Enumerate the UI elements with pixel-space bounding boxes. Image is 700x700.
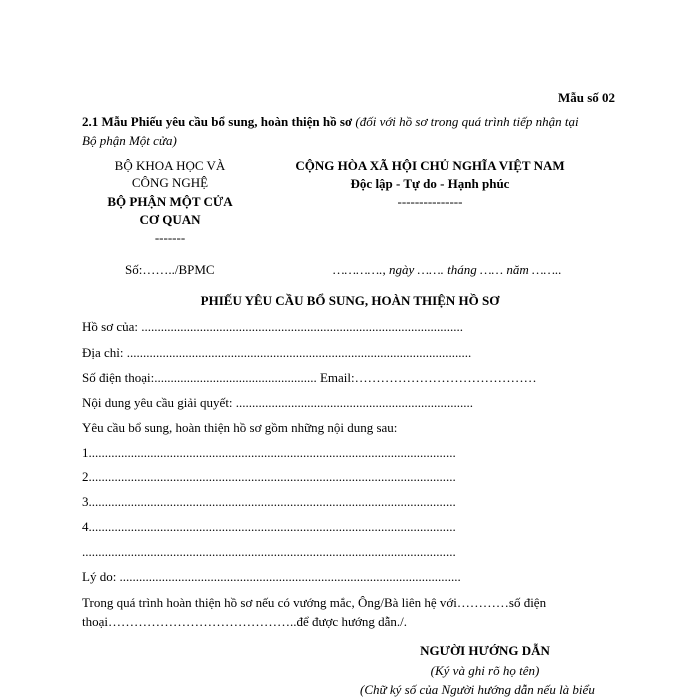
- signature-digital-note: (Chữ ký số của Người hướng dẫn nếu là biểu: [360, 682, 595, 697]
- document-title: PHIẾU YÊU CẦU BỔ SUNG, HOÀN THIỆN HỒ SƠ: [200, 293, 500, 308]
- section-heading-italic: (đối với hồ sơ trong quá trình tiếp nhận tại: [355, 114, 579, 129]
- supplement-item-4: 4.................................................................................................................: [82, 519, 456, 534]
- agency-line3: BỘ PHẬN MỘT CỬA: [107, 194, 233, 209]
- state-rule: ---------------: [397, 194, 463, 209]
- field-reason: Lý do: .........................................................................................................: [82, 569, 461, 584]
- state-name: CỘNG HÒA XÃ HỘI CHỦ NGHĨA VIỆT NAM: [295, 158, 565, 173]
- date-line: …………., ngày ……. tháng …… năm ……..: [333, 262, 562, 277]
- supplement-item-extra: ...................................................................................................................: [82, 544, 456, 559]
- field-applicant: Hồ sơ của: ...................................................................................................: [82, 319, 463, 334]
- field-address: Địa chỉ: ..........................................................................................................: [82, 345, 472, 360]
- agency-line4: CƠ QUAN: [139, 212, 201, 227]
- supplement-intro: Yêu cầu bổ sung, hoàn thiện hồ sơ gồm những nội dung sau:: [82, 420, 398, 435]
- signature-note: (Ký và ghi rõ họ tên): [430, 663, 540, 678]
- signature-title: NGƯỜI HƯỚNG DẪN: [420, 643, 550, 658]
- supplement-item-2: 2.................................................................................................................: [82, 469, 456, 484]
- agency-rule: -------: [154, 230, 186, 245]
- contact-line1: Trong quá trình hoàn thiện hồ sơ nếu có vướng mắc, Ông/Bà liên hệ với…………số điện: [82, 595, 547, 610]
- ref-number: Số:……../BPMC: [125, 262, 215, 277]
- supplement-item-3: 3.................................................................................................................: [82, 494, 456, 509]
- supplement-item-1: 1.................................................................................................................: [82, 445, 456, 460]
- contact-line2: thoại……………………………………..để được hướng dẫn./.: [82, 614, 408, 629]
- field-request-content: Nội dung yêu cầu giải quyết: .........................................................................: [82, 395, 474, 410]
- section-heading-bold: 2.1 Mẫu Phiếu yêu cầu bổ sung, hoàn thiện hồ sơ: [82, 114, 353, 129]
- state-motto: Độc lập - Tự do - Hạnh phúc: [350, 176, 510, 191]
- agency-line2: CÔNG NGHỆ: [131, 175, 209, 190]
- section-heading-line2: Bộ phận Một cửa): [82, 133, 177, 148]
- agency-line1: BỘ KHOA HỌC VÀ: [114, 158, 226, 173]
- field-phone-email: Số điện thoại:.................................................. Email:……………………………………: [82, 370, 537, 385]
- section-heading-line1: [82, 114, 579, 130]
- form-number: Mẫu số 02: [558, 90, 616, 105]
